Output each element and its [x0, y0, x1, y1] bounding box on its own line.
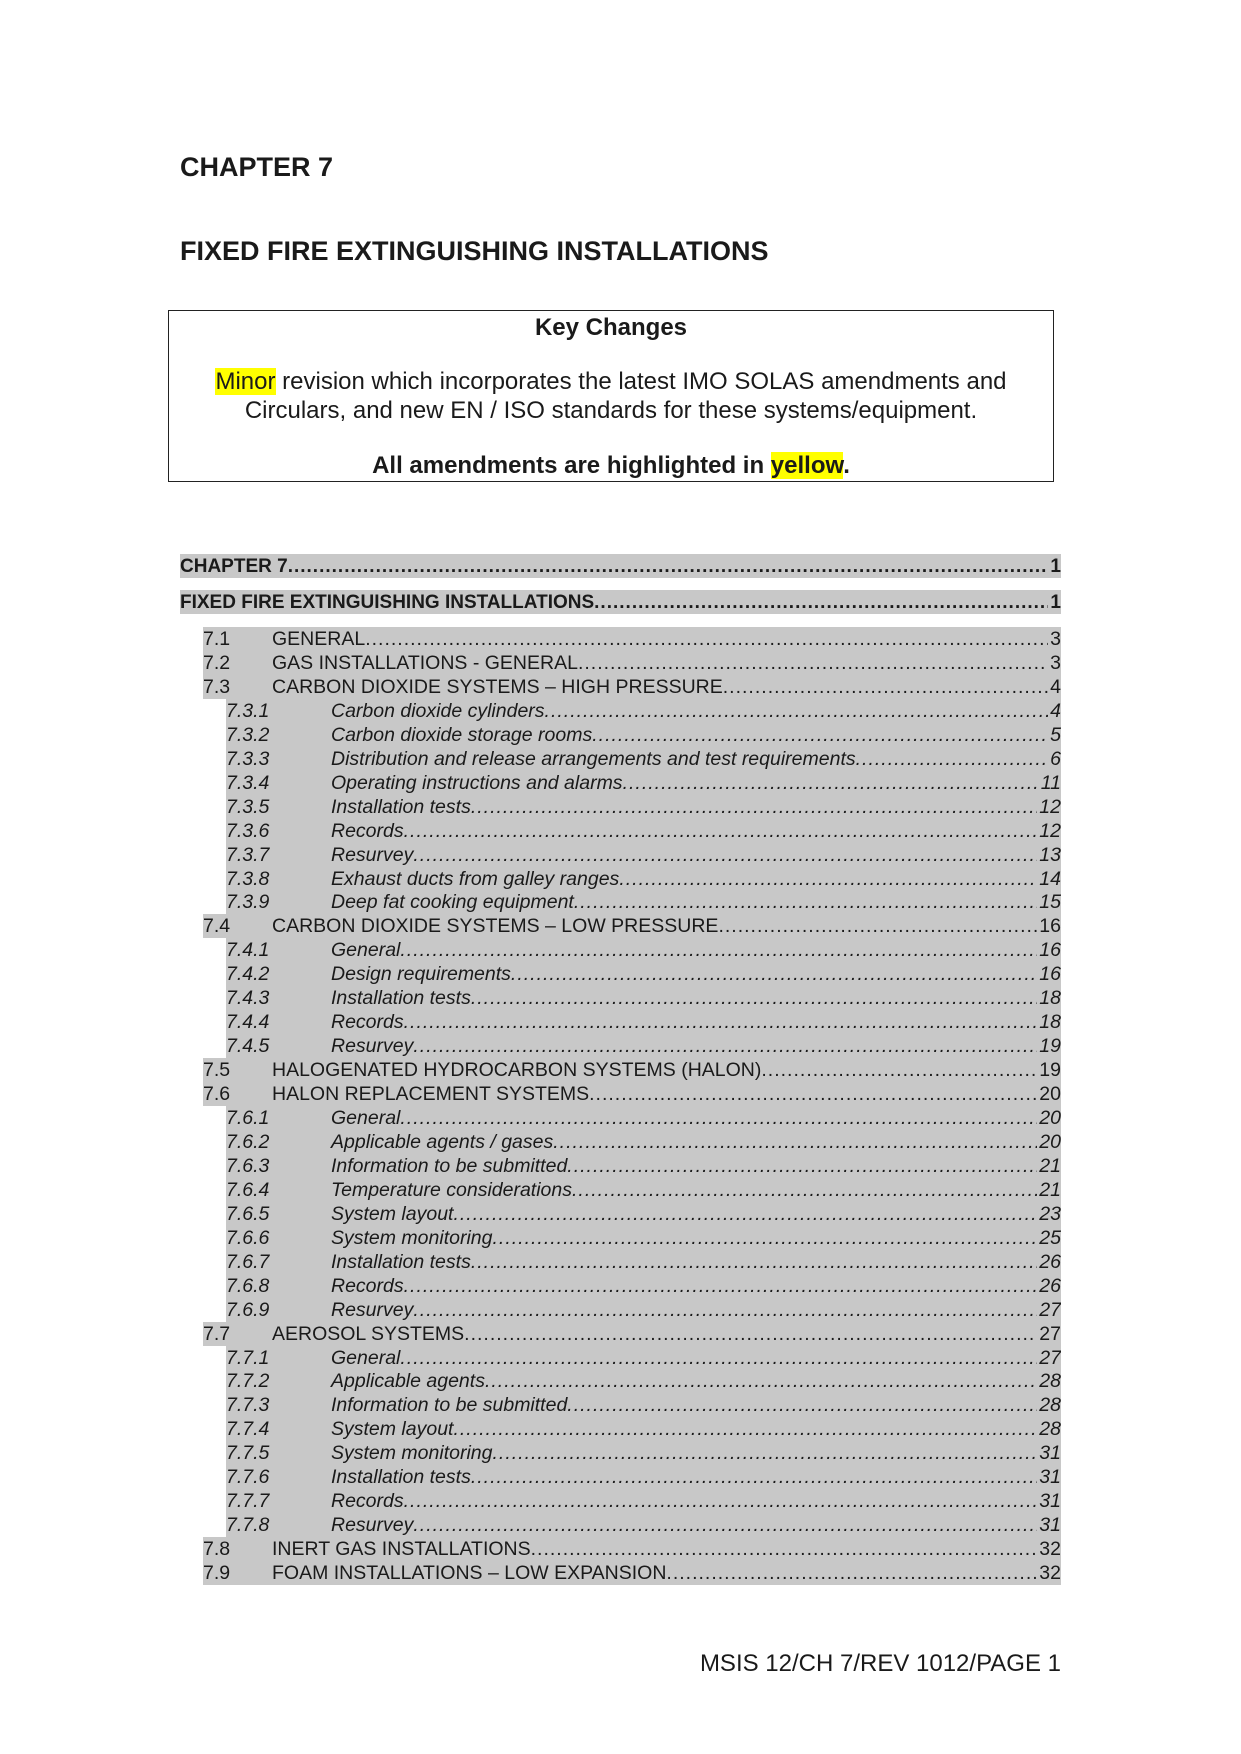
- key-changes-footer-suffix: .: [843, 452, 850, 479]
- toc-entry-number: 7.6.8: [226, 1274, 270, 1297]
- key-changes-line-2: Circulars, and new EN / ISO standards for these systems/equipment.: [244, 397, 978, 424]
- toc-entry-number: 7.7.8: [226, 1514, 270, 1537]
- toc-entry-title: General: [331, 1107, 401, 1129]
- toc-entry-bg: [226, 1154, 1061, 1178]
- toc-entry-number: 7.6.5: [226, 1202, 270, 1225]
- toc-entry-page: 16: [1039, 939, 1061, 962]
- toc-leader-dots: [400, 939, 1037, 962]
- toc-entry-page: 18: [1039, 1011, 1061, 1034]
- toc-entry[interactable]: [226, 1393, 1061, 1417]
- toc-entry-number: 7.6.6: [226, 1226, 270, 1249]
- toc-entry-number: 7.4.3: [226, 987, 270, 1010]
- toc-entry-bg: [226, 1178, 1061, 1202]
- toc-entry-title: Design requirements: [331, 963, 511, 986]
- toc-entry-number: 7.1: [203, 628, 231, 650]
- toc-entry-number: 7.7.1: [226, 1346, 270, 1369]
- toc-entry-title: AEROSOL SYSTEMS: [272, 1322, 465, 1345]
- toc-leader-dots: [511, 963, 1037, 986]
- toc-entry[interactable]: [226, 1346, 1061, 1370]
- toc-entry[interactable]: [226, 1154, 1061, 1178]
- toc-entry-bg: [226, 1417, 1061, 1441]
- toc-entry-page: 31: [1039, 1490, 1061, 1513]
- toc-leader-dots: [545, 700, 1049, 723]
- toc-entry-page: 28: [1039, 1394, 1061, 1417]
- toc-leader-dots: [761, 1059, 1037, 1082]
- toc-entry-page: 15: [1039, 891, 1061, 914]
- toc-entry-bg: [226, 1106, 1061, 1130]
- toc-entry-bg: [226, 723, 1061, 747]
- toc-entry-number: 7.6: [203, 1083, 231, 1106]
- toc-entry-page: 21: [1039, 1154, 1061, 1177]
- toc-entry-page: 20: [1039, 1083, 1061, 1106]
- toc-leader-dots: [492, 1442, 1037, 1465]
- toc-entry-bg: [226, 867, 1061, 891]
- toc-entry-title: INERT GAS INSTALLATIONS: [272, 1538, 531, 1561]
- toc-entry-number: 7.7.7: [226, 1490, 270, 1513]
- toc-entry-title: GENERAL: [272, 628, 366, 650]
- toc-entry-page: 23: [1039, 1202, 1061, 1225]
- toc-entry-bg: [203, 1537, 1061, 1561]
- toc-leader-dots: [404, 820, 1038, 843]
- toc-leader-dots: [578, 652, 1048, 675]
- toc-entry[interactable]: [226, 723, 1061, 747]
- toc-entry[interactable]: [203, 651, 1061, 675]
- toc-top-entry[interactable]: [180, 554, 1061, 578]
- key-changes-heading: Key Changes: [534, 314, 688, 341]
- key-changes-box: [168, 310, 1054, 482]
- toc-entry[interactable]: [226, 1010, 1061, 1034]
- toc-entry[interactable]: [226, 819, 1061, 843]
- toc-leader-dots: [471, 796, 1037, 819]
- toc-entry-page: 12: [1039, 795, 1061, 818]
- toc-entry-title: CARBON DIOXIDE SYSTEMS – HIGH PRESSURE: [272, 675, 723, 698]
- toc-entry[interactable]: [203, 627, 1061, 651]
- toc-leader-dots: [594, 592, 1048, 614]
- toc-entry-title: Records: [331, 1274, 404, 1297]
- toc-entry-title: Resurvey: [331, 1514, 414, 1537]
- toc-entry-number: 7.3.3: [226, 747, 270, 770]
- toc-entry[interactable]: [226, 1130, 1061, 1154]
- toc-leader-dots: [365, 628, 1048, 651]
- toc-leader-dots: [553, 1131, 1037, 1154]
- toc-entry-bg: [203, 675, 1061, 699]
- toc-entry-bg: [203, 1322, 1061, 1346]
- toc-entry-number: 7.3.9: [226, 891, 270, 914]
- toc-entry-number: 7.6.9: [226, 1298, 270, 1321]
- toc-entry-page: 27: [1039, 1346, 1061, 1369]
- toc-entry-bg: [226, 1226, 1061, 1250]
- toc-leader-dots: [589, 1083, 1037, 1106]
- toc-entry-bg: [226, 1346, 1061, 1370]
- toc-leader-dots: [567, 1155, 1037, 1178]
- toc-entry-bg: [226, 795, 1061, 819]
- toc-entry-title: Installation tests: [331, 1250, 471, 1273]
- toc-entry-number: 7.6.4: [226, 1178, 270, 1201]
- toc-entry-page: 26: [1039, 1274, 1061, 1297]
- toc-entry-bg: [203, 1561, 1061, 1585]
- toc-entry-number: 7.7: [203, 1322, 231, 1345]
- toc-entry[interactable]: [203, 1058, 1061, 1082]
- toc-leader-dots: [400, 1107, 1037, 1130]
- toc-entry-title: Installation tests: [331, 987, 471, 1010]
- toc-entry-title: System layout: [331, 1202, 454, 1225]
- toc-entry-bg: [226, 843, 1061, 867]
- toc-leader-dots: [404, 1011, 1038, 1034]
- toc-leader-dots: [723, 676, 1048, 699]
- toc-entry[interactable]: [203, 1537, 1061, 1561]
- toc-leader-dots: [413, 1035, 1037, 1058]
- toc-entry-number: 7.9: [203, 1562, 231, 1585]
- toc-entry-number: 7.4.2: [226, 963, 270, 986]
- toc-entry-page: 27: [1039, 1322, 1061, 1345]
- toc-leader-dots: [288, 556, 1049, 578]
- toc-entry-title: System monitoring: [331, 1442, 493, 1465]
- toc-entry[interactable]: [203, 1082, 1061, 1106]
- toc-leader-dots: [464, 1323, 1037, 1346]
- toc-entry[interactable]: [226, 867, 1061, 891]
- toc-entry[interactable]: [226, 1513, 1061, 1537]
- highlight-minor: Minor: [215, 368, 276, 395]
- toc-entry-bg: [226, 1130, 1061, 1154]
- toc-entry-page: 1: [1050, 592, 1061, 613]
- toc-entry-title: FIXED FIRE EXTINGUISHING INSTALLATIONS: [180, 592, 595, 613]
- toc-leader-dots: [404, 1490, 1038, 1513]
- key-changes-line-1: revision which incorporates the latest IMO SOLAS amendments and: [275, 368, 1007, 395]
- toc-entry-title: GAS INSTALLATIONS - GENERAL: [272, 651, 578, 674]
- toc-leader-dots: [492, 1227, 1037, 1250]
- page-footer: MSIS 12/CH 7/REV 1012/PAGE 1: [699, 1650, 1061, 1677]
- toc-entry-page: 18: [1039, 987, 1061, 1010]
- toc-entry-number: 7.3.8: [226, 867, 270, 890]
- toc-leader-dots: [619, 868, 1037, 891]
- toc-entry-title: FOAM INSTALLATIONS – LOW EXPANSION: [272, 1562, 667, 1585]
- toc-entry-number: 7.6.1: [226, 1107, 270, 1129]
- toc-entry-page: 12: [1039, 819, 1061, 842]
- toc-entry-page: 3: [1050, 651, 1061, 674]
- toc-entry-bg: [226, 1202, 1061, 1226]
- toc-entry-number: 7.4.4: [226, 1011, 270, 1034]
- toc-entry-title: Deep fat cooking equipment: [331, 891, 574, 914]
- toc-entry-page: 27: [1039, 1298, 1061, 1321]
- toc-entry-page: 19: [1039, 1035, 1061, 1058]
- toc-entry-number: 7.3.4: [226, 771, 270, 794]
- toc-entry-title: General: [331, 939, 401, 962]
- toc-entry-title: Records: [331, 1490, 404, 1513]
- toc-entry[interactable]: [203, 675, 1061, 699]
- toc-entry[interactable]: [226, 962, 1061, 986]
- toc-entry-page: 31: [1039, 1442, 1061, 1465]
- toc-leader-dots: [400, 1347, 1037, 1370]
- toc-entry-title: Resurvey: [331, 1298, 414, 1321]
- toc-entry[interactable]: [226, 1250, 1061, 1274]
- toc-leader-dots: [572, 1179, 1037, 1202]
- toc-entry-bg: [226, 1250, 1061, 1274]
- toc-entry-page: 21: [1039, 1178, 1061, 1201]
- toc-entry-page: 20: [1039, 1107, 1061, 1129]
- toc-leader-dots: [453, 1418, 1037, 1441]
- toc-entry-page: 1: [1050, 556, 1061, 577]
- toc-entry-bg: [226, 1274, 1061, 1298]
- toc-entry-number: 7.3: [203, 675, 231, 698]
- toc-leader-dots: [471, 1466, 1037, 1489]
- toc-entry-number: 7.7.4: [226, 1418, 270, 1441]
- toc-entry[interactable]: [226, 795, 1061, 819]
- toc-top-entry[interactable]: [180, 590, 1061, 614]
- toc-leader-dots: [413, 1514, 1037, 1537]
- toc-entry-number: 7.3.7: [226, 843, 270, 866]
- toc-entry-number: 7.4.1: [226, 939, 270, 962]
- toc-entry-title: Installation tests: [331, 1466, 471, 1489]
- toc-entry-page: 25: [1039, 1226, 1061, 1249]
- toc-entry-title: Records: [331, 819, 404, 842]
- toc-entry-page: 4: [1050, 675, 1061, 698]
- toc-entry-page: 16: [1039, 915, 1061, 938]
- toc-entry-number: 7.6.3: [226, 1154, 270, 1177]
- toc-entry-title: System layout: [331, 1418, 454, 1441]
- toc-entry-bg: [226, 1034, 1061, 1058]
- toc-entry-page: 19: [1039, 1059, 1061, 1082]
- toc-entry-number: 7.7.5: [226, 1442, 270, 1465]
- toc-entry-title: Exhaust ducts from galley ranges: [331, 867, 620, 890]
- toc-leader-dots: [574, 891, 1037, 914]
- toc-entry[interactable]: [226, 843, 1061, 867]
- toc-entry-bg: [226, 747, 1061, 771]
- toc-entry[interactable]: [226, 1178, 1061, 1202]
- toc-leader-dots: [567, 1394, 1037, 1417]
- toc-entry-title: Applicable agents / gases: [331, 1130, 554, 1153]
- toc-entry-bg: [226, 938, 1061, 962]
- toc-entry-title: General: [331, 1346, 401, 1369]
- toc-entry-bg: [203, 627, 1061, 651]
- toc-entry-number: 7.8: [203, 1538, 231, 1561]
- chapter-label: CHAPTER 7: [180, 152, 334, 182]
- toc-entry-bg: [226, 1441, 1061, 1465]
- toc-entry[interactable]: [203, 914, 1061, 938]
- toc-entry-bg: [226, 890, 1061, 914]
- toc-entry-bg: [226, 1298, 1061, 1322]
- toc-entry-bg: [226, 819, 1061, 843]
- toc-leader-dots: [856, 748, 1049, 771]
- toc-entry-page: 13: [1039, 843, 1061, 866]
- toc-entry-number: 7.7.2: [226, 1370, 270, 1393]
- toc-entry-bg: [226, 1010, 1061, 1034]
- toc-entry-page: 32: [1039, 1538, 1061, 1561]
- chapter-title: FIXED FIRE EXTINGUISHING INSTALLATIONS: [180, 236, 769, 266]
- toc-leader-dots: [413, 1299, 1037, 1322]
- toc-entry-title: Applicable agents: [331, 1370, 485, 1393]
- toc-entry[interactable]: [226, 1417, 1061, 1441]
- toc-entry[interactable]: [226, 890, 1061, 914]
- toc-entry-title: Information to be submitted: [331, 1394, 568, 1417]
- toc-entry-title: CHAPTER 7: [180, 556, 288, 577]
- toc-entry-title: HALOGENATED HYDROCARBON SYSTEMS (HALON): [272, 1059, 762, 1082]
- toc-entry-number: 7.2: [203, 651, 231, 674]
- toc-entry[interactable]: [203, 1322, 1061, 1346]
- toc-leader-dots: [404, 1275, 1038, 1298]
- key-changes-footer: [169, 451, 1053, 481]
- toc-entry-bg: [203, 1058, 1061, 1082]
- toc-entry-title: HALON REPLACEMENT SYSTEMS: [272, 1083, 590, 1106]
- toc-entry[interactable]: [226, 1202, 1061, 1226]
- toc-entry-title: Operating instructions and alarms: [331, 771, 623, 794]
- toc-entry[interactable]: [226, 1274, 1061, 1298]
- toc-entry-bg: [226, 699, 1061, 723]
- toc-entry-bg: [226, 986, 1061, 1010]
- toc-entry[interactable]: [226, 1465, 1061, 1489]
- toc-entry-page: 26: [1039, 1250, 1061, 1273]
- toc-entry-number: 7.6.2: [226, 1130, 270, 1153]
- toc-entry[interactable]: [226, 1369, 1061, 1393]
- toc-entry-bg: [203, 1082, 1061, 1106]
- toc-entry-page: 32: [1039, 1562, 1061, 1585]
- toc-entry-page: 4: [1050, 699, 1061, 722]
- toc-entry-page: 3: [1050, 628, 1061, 650]
- toc-entry-page: 31: [1039, 1466, 1061, 1489]
- toc-leader-dots: [531, 1538, 1038, 1561]
- toc-entry[interactable]: [226, 1441, 1061, 1465]
- toc-entry-bg: [226, 1369, 1061, 1393]
- key-changes-footer-prefix: All amendments are highlighted in: [372, 452, 771, 479]
- toc-entry-title: Resurvey: [331, 843, 414, 866]
- toc-entry-number: 7.4.5: [226, 1035, 270, 1058]
- toc-entry-bg: [226, 1513, 1061, 1537]
- toc-entry[interactable]: [226, 1106, 1061, 1130]
- toc-entry-bg: [226, 962, 1061, 986]
- toc-entry[interactable]: [226, 986, 1061, 1010]
- toc-entry-title: Distribution and release arrangements and test requirements: [331, 747, 856, 770]
- toc-entry[interactable]: [226, 1489, 1061, 1513]
- toc-entry-title: Carbon dioxide storage rooms: [331, 723, 593, 746]
- toc-entry-number: 7.7.6: [226, 1466, 270, 1489]
- toc-entry-page: 6: [1050, 747, 1061, 770]
- toc-entry-title: Carbon dioxide cylinders: [331, 699, 545, 722]
- toc-leader-dots: [453, 1203, 1037, 1226]
- toc-entry[interactable]: [226, 747, 1061, 771]
- key-changes-body: [169, 367, 1053, 425]
- toc-entry[interactable]: [226, 1226, 1061, 1250]
- toc-leader-dots: [485, 1370, 1037, 1393]
- toc-leader-dots: [471, 987, 1037, 1010]
- toc-entry-title: Information to be submitted: [331, 1154, 568, 1177]
- toc-entry[interactable]: [226, 771, 1061, 795]
- toc-entry-title: Resurvey: [331, 1035, 414, 1058]
- toc-entry-number: 7.3.1: [226, 699, 270, 722]
- toc-entry-page: 11: [1040, 771, 1061, 794]
- toc-entry-number: 7.4: [203, 915, 231, 938]
- toc-entry[interactable]: [203, 1561, 1061, 1585]
- toc-leader-dots: [592, 724, 1048, 747]
- toc-leader-dots: [718, 915, 1037, 938]
- highlight-yellow: yellow: [770, 452, 844, 479]
- toc-entry-number: 7.3.6: [226, 819, 270, 842]
- toc-entry-title: Temperature considerations: [331, 1178, 572, 1201]
- toc-entry-title: System monitoring: [331, 1226, 493, 1249]
- toc-entry[interactable]: [226, 938, 1061, 962]
- toc-entry-number: 7.3.2: [226, 723, 270, 746]
- toc-entry-bg: [203, 914, 1061, 938]
- toc-entry-title: Records: [331, 1011, 404, 1034]
- toc-entry-number: 7.6.7: [226, 1250, 270, 1273]
- toc-entry-page: 14: [1039, 867, 1061, 890]
- toc-entry-title: Installation tests: [331, 795, 471, 818]
- toc-entry-page: 31: [1039, 1514, 1061, 1537]
- toc-entry-page: 20: [1039, 1130, 1061, 1153]
- toc-entry[interactable]: [226, 699, 1061, 723]
- toc-entry-page: 16: [1039, 963, 1061, 986]
- toc-leader-dots: [471, 1251, 1037, 1274]
- toc-entry-bg: [226, 1489, 1061, 1513]
- toc-entry-title: CARBON DIOXIDE SYSTEMS – LOW PRESSURE: [272, 915, 719, 938]
- toc-entry-number: 7.5: [203, 1059, 231, 1082]
- toc-entry-bg: [203, 651, 1061, 675]
- toc-entry-number: 7.3.5: [226, 795, 270, 818]
- toc-entry-page: 28: [1039, 1370, 1061, 1393]
- toc-entry-bg: [226, 1465, 1061, 1489]
- toc-leader-dots: [413, 844, 1037, 867]
- toc-leader-dots: [666, 1562, 1037, 1585]
- toc-entry-page: 28: [1039, 1418, 1061, 1441]
- toc-entry-number: 7.7.3: [226, 1394, 270, 1417]
- toc-entry[interactable]: [226, 1298, 1061, 1322]
- toc-entry-bg: [226, 771, 1061, 795]
- toc-entry[interactable]: [226, 1034, 1061, 1058]
- toc-leader-dots: [623, 772, 1039, 795]
- toc-entry-bg: [226, 1393, 1061, 1417]
- toc-entry-page: 5: [1050, 723, 1061, 746]
